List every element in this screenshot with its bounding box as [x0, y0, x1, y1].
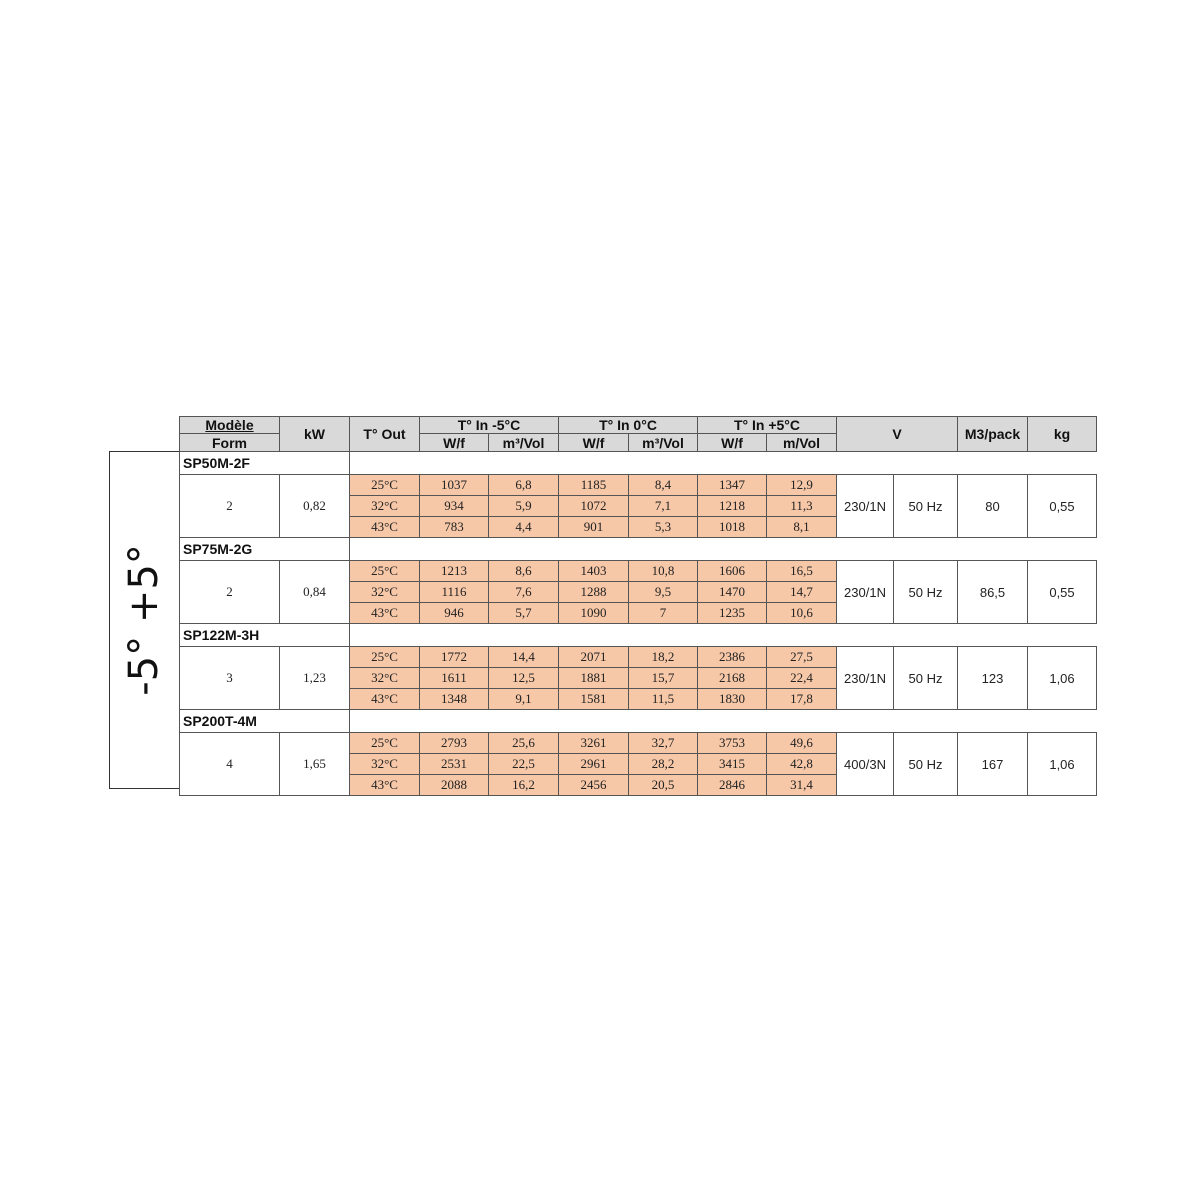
vol-plus5-value: 49,6 — [766, 732, 837, 754]
t-out-value: 43°C — [349, 516, 420, 538]
header-m3-pack: M3/pack — [957, 416, 1028, 452]
vol-minus5-value: 22,5 — [488, 753, 559, 775]
frequency-value: 50 Hz — [893, 732, 958, 796]
vol-minus5-value: 8,6 — [488, 560, 559, 582]
wf-0-value: 1881 — [558, 667, 629, 689]
t-out-value: 25°C — [349, 732, 420, 754]
voltage-value: 230/1N — [836, 560, 894, 624]
t-out-value: 25°C — [349, 560, 420, 582]
model-name: SP122M-3H — [179, 623, 350, 647]
vol-plus5-value: 31,4 — [766, 774, 837, 796]
t-out-value: 32°C — [349, 667, 420, 689]
wf-plus5-value: 1606 — [697, 560, 767, 582]
kg-value: 0,55 — [1027, 560, 1097, 624]
vol-minus5-value: 4,4 — [488, 516, 559, 538]
vol-minus5-value: 12,5 — [488, 667, 559, 689]
header-m3-vol: m³/Vol — [628, 433, 698, 452]
model-name: SP50M-2F — [179, 451, 350, 475]
wf-plus5-value: 2386 — [697, 646, 767, 668]
form-value: 4 — [179, 732, 280, 796]
vol-0-value: 32,7 — [628, 732, 698, 754]
t-out-value: 25°C — [349, 474, 420, 496]
vol-plus5-value: 16,5 — [766, 560, 837, 582]
wf-0-value: 2961 — [558, 753, 629, 775]
vol-plus5-value: 14,7 — [766, 581, 837, 603]
header-wf: W/f — [419, 433, 489, 452]
wf-0-value: 1185 — [558, 474, 629, 496]
header-m3-vol: m³/Vol — [488, 433, 559, 452]
wf-plus5-value: 1235 — [697, 602, 767, 624]
vol-minus5-value: 16,2 — [488, 774, 559, 796]
m3-pack-value: 167 — [957, 732, 1028, 796]
wf-plus5-value: 1347 — [697, 474, 767, 496]
header-wf: W/f — [697, 433, 767, 452]
wf-minus5-value: 783 — [419, 516, 489, 538]
header-t-in-0: T° In 0°C — [558, 416, 698, 434]
frequency-value: 50 Hz — [893, 474, 958, 538]
vol-0-value: 11,5 — [628, 688, 698, 710]
vol-0-value: 10,8 — [628, 560, 698, 582]
vol-0-value: 15,7 — [628, 667, 698, 689]
vol-minus5-value: 6,8 — [488, 474, 559, 496]
vol-plus5-value: 10,6 — [766, 602, 837, 624]
t-out-value: 43°C — [349, 602, 420, 624]
wf-0-value: 901 — [558, 516, 629, 538]
frequency-value: 50 Hz — [893, 646, 958, 710]
form-value: 2 — [179, 474, 280, 538]
form-value: 2 — [179, 560, 280, 624]
header-t-out: T° Out — [349, 416, 420, 452]
vol-0-value: 20,5 — [628, 774, 698, 796]
wf-minus5-value: 1348 — [419, 688, 489, 710]
vol-0-value: 9,5 — [628, 581, 698, 603]
wf-0-value: 1581 — [558, 688, 629, 710]
vol-minus5-value: 5,7 — [488, 602, 559, 624]
header-form: Form — [179, 433, 280, 452]
wf-plus5-value: 2846 — [697, 774, 767, 796]
vol-plus5-value: 12,9 — [766, 474, 837, 496]
wf-plus5-value: 1470 — [697, 581, 767, 603]
kg-value: 1,06 — [1027, 646, 1097, 710]
wf-plus5-value: 1830 — [697, 688, 767, 710]
header-kg: kg — [1027, 416, 1097, 452]
wf-minus5-value: 1611 — [419, 667, 489, 689]
form-value: 3 — [179, 646, 280, 710]
kw-value: 1,23 — [279, 646, 350, 710]
vol-0-value: 28,2 — [628, 753, 698, 775]
wf-plus5-value: 1018 — [697, 516, 767, 538]
kg-value: 0,55 — [1027, 474, 1097, 538]
wf-plus5-value: 2168 — [697, 667, 767, 689]
header-m-vol: m/Vol — [766, 433, 837, 452]
t-out-value: 25°C — [349, 646, 420, 668]
t-out-value: 43°C — [349, 688, 420, 710]
kg-value: 1,06 — [1027, 732, 1097, 796]
vol-plus5-value: 22,4 — [766, 667, 837, 689]
wf-0-value: 2071 — [558, 646, 629, 668]
wf-0-value: 2456 — [558, 774, 629, 796]
wf-plus5-value: 3753 — [697, 732, 767, 754]
vol-minus5-value: 25,6 — [488, 732, 559, 754]
vol-minus5-value: 7,6 — [488, 581, 559, 603]
t-out-value: 43°C — [349, 774, 420, 796]
vol-0-value: 8,4 — [628, 474, 698, 496]
header-t-in-minus5: T° In -5°C — [419, 416, 559, 434]
vol-minus5-value: 5,9 — [488, 495, 559, 517]
vol-plus5-value: 17,8 — [766, 688, 837, 710]
wf-minus5-value: 2531 — [419, 753, 489, 775]
voltage-value: 400/3N — [836, 732, 894, 796]
temperature-range-label: -5° +5° — [121, 544, 167, 696]
wf-minus5-value: 1116 — [419, 581, 489, 603]
wf-plus5-value: 1218 — [697, 495, 767, 517]
vol-plus5-value: 42,8 — [766, 753, 837, 775]
m3-pack-value: 86,5 — [957, 560, 1028, 624]
header-t-in-plus5: T° In +5°C — [697, 416, 837, 434]
wf-0-value: 1403 — [558, 560, 629, 582]
header-modele: Modèle — [179, 416, 280, 434]
wf-minus5-value: 1037 — [419, 474, 489, 496]
model-name: SP75M-2G — [179, 537, 350, 561]
vol-0-value: 5,3 — [628, 516, 698, 538]
vol-0-value: 7 — [628, 602, 698, 624]
wf-0-value: 1090 — [558, 602, 629, 624]
vol-minus5-value: 14,4 — [488, 646, 559, 668]
model-name: SP200T-4M — [179, 709, 350, 733]
vol-plus5-value: 27,5 — [766, 646, 837, 668]
voltage-value: 230/1N — [836, 474, 894, 538]
voltage-value: 230/1N — [836, 646, 894, 710]
wf-0-value: 1288 — [558, 581, 629, 603]
wf-0-value: 3261 — [558, 732, 629, 754]
vol-0-value: 7,1 — [628, 495, 698, 517]
wf-0-value: 1072 — [558, 495, 629, 517]
header-wf: W/f — [558, 433, 629, 452]
kw-value: 1,65 — [279, 732, 350, 796]
vol-plus5-value: 8,1 — [766, 516, 837, 538]
wf-minus5-value: 2088 — [419, 774, 489, 796]
header-voltage: V — [836, 416, 958, 452]
wf-minus5-value: 1213 — [419, 560, 489, 582]
t-out-value: 32°C — [349, 495, 420, 517]
wf-plus5-value: 3415 — [697, 753, 767, 775]
t-out-value: 32°C — [349, 581, 420, 603]
m3-pack-value: 80 — [957, 474, 1028, 538]
wf-minus5-value: 2793 — [419, 732, 489, 754]
wf-minus5-value: 934 — [419, 495, 489, 517]
vol-plus5-value: 11,3 — [766, 495, 837, 517]
kw-value: 0,84 — [279, 560, 350, 624]
m3-pack-value: 123 — [957, 646, 1028, 710]
wf-minus5-value: 946 — [419, 602, 489, 624]
vol-minus5-value: 9,1 — [488, 688, 559, 710]
kw-value: 0,82 — [279, 474, 350, 538]
frequency-value: 50 Hz — [893, 560, 958, 624]
header-kw: kW — [279, 416, 350, 452]
t-out-value: 32°C — [349, 753, 420, 775]
vol-0-value: 18,2 — [628, 646, 698, 668]
wf-minus5-value: 1772 — [419, 646, 489, 668]
